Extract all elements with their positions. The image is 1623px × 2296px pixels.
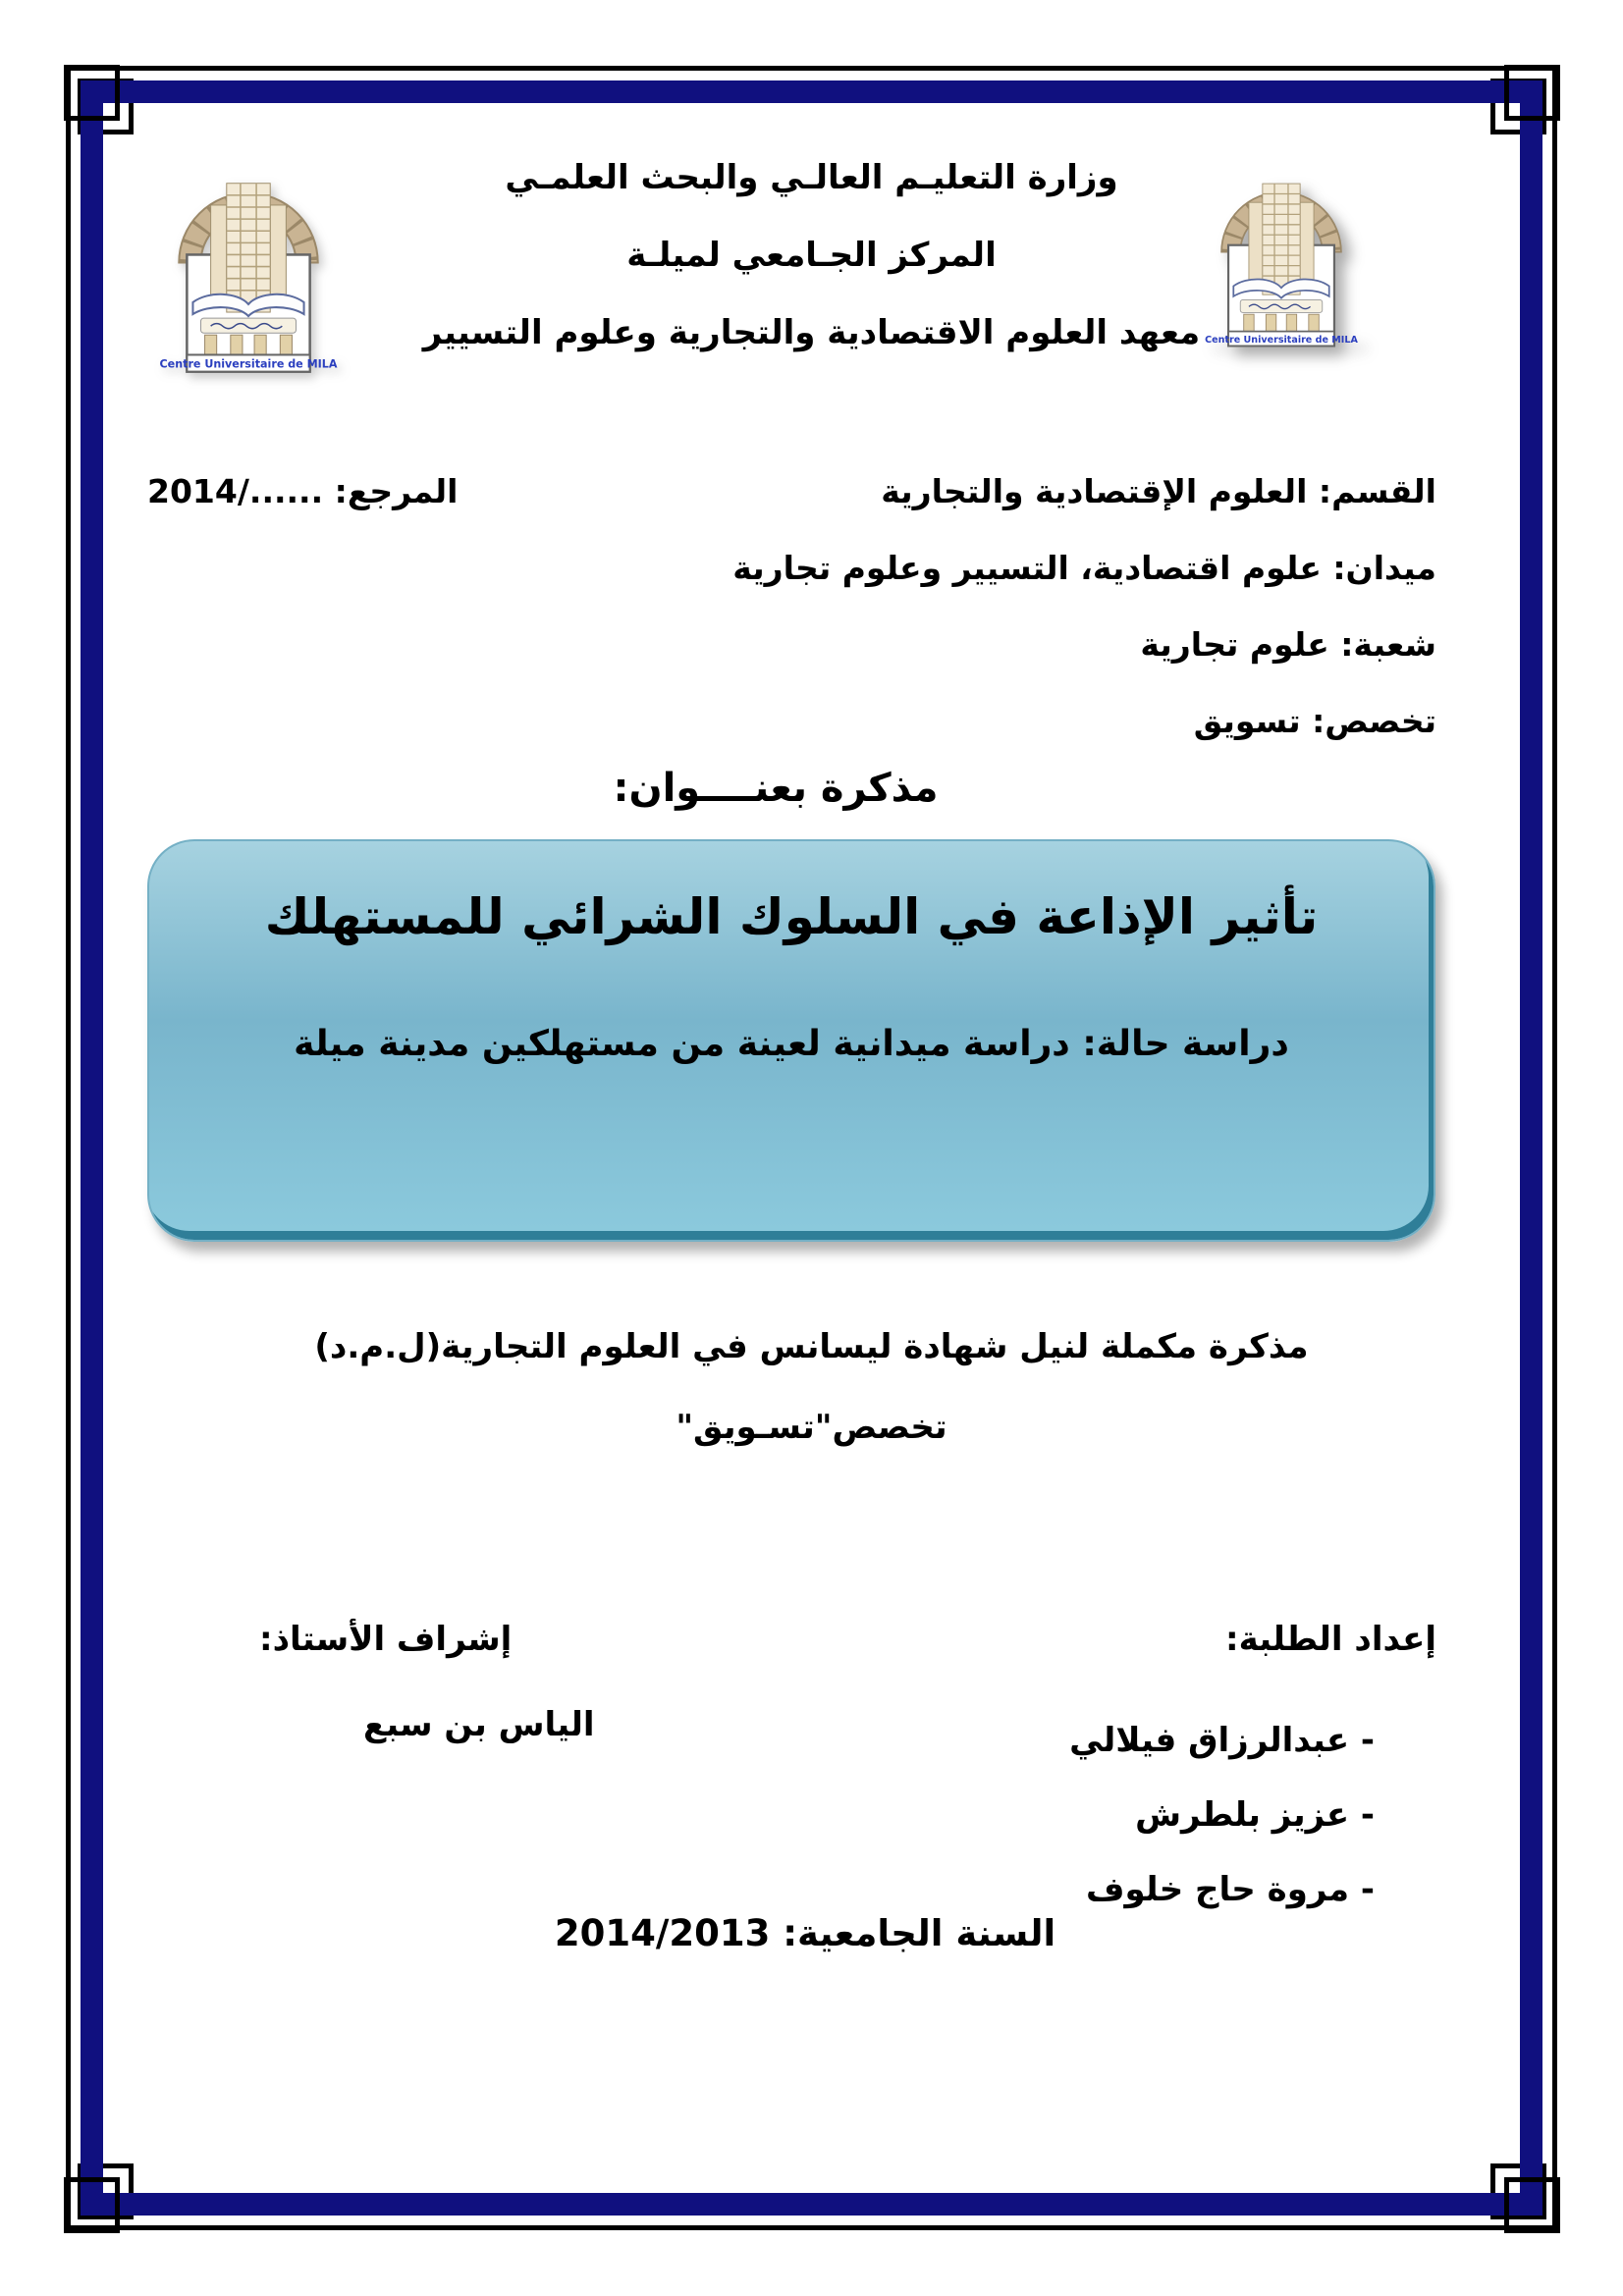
university-logo-icon bbox=[149, 143, 348, 377]
degree-requirement-line: مذكرة مكملة لنيل شهادة ليسانس في العلوم التجارية(ل.م.د) bbox=[314, 1327, 1309, 1366]
supervisor-name: الياس بن سبع bbox=[363, 1705, 595, 1744]
memo-title-label: مذكرة بعنــــوان: bbox=[613, 766, 939, 811]
degree-specialty-line: تخصص"تسـويق" bbox=[676, 1408, 947, 1447]
student-list-item: - عبدالرزاق فيلالي bbox=[1069, 1721, 1375, 1760]
corner-square-icon bbox=[64, 2177, 120, 2233]
specialty-line: تخصص: تسويق bbox=[1193, 702, 1436, 740]
students-heading: إعداد الطلبة: bbox=[1225, 1620, 1436, 1659]
thesis-title-box bbox=[147, 839, 1435, 1242]
field-line: ميدان: علوم اقتصادية، التسيير وعلوم تجارية bbox=[732, 549, 1436, 587]
thesis-title: تأثير الإذاعة في السلوك الشرائي للمستهلك bbox=[264, 888, 1319, 945]
branch-line: شعبة: علوم تجارية bbox=[1140, 625, 1436, 664]
supervisor-heading: إشراف الأستاذ: bbox=[259, 1620, 513, 1659]
student-list-item: - عزيز بلطرش bbox=[1135, 1795, 1375, 1835]
corner-square-icon bbox=[1504, 2177, 1560, 2233]
students-list bbox=[1069, 1703, 1375, 1927]
department-info bbox=[732, 454, 1436, 760]
logo-caption: Centre Universitaire de MILA bbox=[159, 357, 338, 371]
corner-square-icon bbox=[64, 65, 120, 121]
thesis-subtitle: دراسة حالة: دراسة ميدانية لعينة من مستهلكين مدينة ميلة bbox=[294, 1024, 1289, 1064]
student-list-item: - مروة حاج خلوف bbox=[1086, 1870, 1375, 1909]
institution-header bbox=[363, 139, 1260, 372]
ministry-line: وزارة التعليـم العالـي والبحث العلمـي bbox=[505, 158, 1118, 197]
department-line: القسم: العلوم الإقتصادية والتجارية bbox=[881, 472, 1436, 510]
corner-square-icon bbox=[1504, 65, 1560, 121]
academic-year: السنة الجامعية: 2014/2013 bbox=[554, 1912, 1056, 1954]
reference-number: المرجع: ....../2014 bbox=[147, 472, 459, 510]
logo-caption: Centre Universitaire de MILA bbox=[1205, 334, 1358, 346]
university-line: المركز الجـامعي لميلـة bbox=[626, 236, 997, 275]
institute-line: معهد العلوم الاقتصادية والتجارية وعلوم التسيير bbox=[422, 313, 1201, 352]
